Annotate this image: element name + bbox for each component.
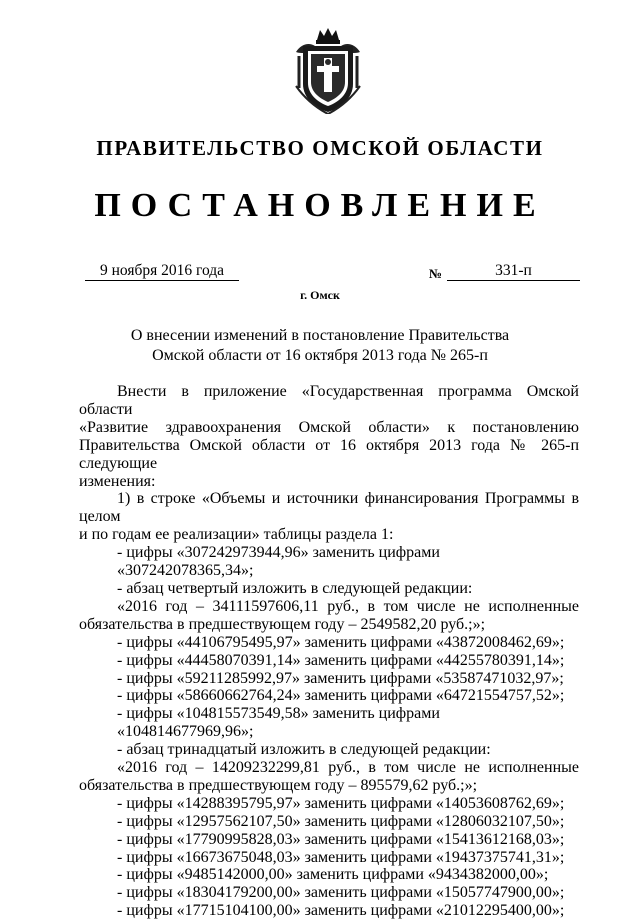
document-subject: [0, 326, 640, 366]
quoted-line: «2016 год – 14209232299,81 руб., в том числе не исполненные: [117, 759, 579, 777]
list-item: - абзац четвертый изложить в следующей редакции:: [117, 579, 473, 597]
body-line: Внести в приложение «Государственная программа Омской области: [79, 383, 579, 418]
list-item: - цифры «59211285992,97» заменить цифрами «53587471032,97»;: [117, 669, 564, 687]
subject-line: О внесении изменений в постановление Правительства: [130, 327, 510, 344]
list-item: - цифры «58660662764,24» заменить цифрами «64721554757,52»;: [117, 687, 565, 705]
list-item: - цифры «9485142000,00» заменить цифрами «9434382000,00»;: [117, 866, 549, 884]
list-item: - цифры «17715104100,00» заменить цифрами «21012295400,00»;: [117, 902, 565, 920]
list-item: - цифры «104815573549,58» заменить цифрами «104814677969,96»;: [117, 705, 440, 741]
list-item: - цифры «14288395795,97» заменить цифрами «14053608762,69»;: [117, 794, 565, 812]
body-line: Правительства Омской области от 16 октября 2013 года № 265-п следующие: [79, 436, 579, 472]
document-body: [79, 383, 579, 920]
body-line: «Развитие здравоохранения Омской области» к постановлению: [79, 418, 579, 436]
list-item: - цифры «18304179200,00» заменить цифрами «15057747900,00»;: [117, 884, 565, 902]
body-line: 1) в строке «Объемы и источники финансирования Программы в целом: [79, 490, 579, 526]
city-name: г. Омск: [300, 288, 340, 302]
quoted-line: «2016 год – 34111597606,11 руб., в том числе не исполненные: [117, 597, 579, 615]
list-item: - абзац тринадцатый изложить в следующей редакции:: [117, 741, 491, 759]
list-item: - цифры «44458070391,14» заменить цифрами «44255780391,14»;: [117, 651, 565, 669]
quoted-line: обязательства в предшествующем году – 895579,62 руб.;»;: [79, 776, 478, 794]
list-item: - цифры «44106795495,97» заменить цифрами «43872008462,69»;: [117, 633, 565, 651]
omsk-coat-of-arms-icon: [293, 26, 363, 114]
list-item: - цифры «307242973944,96» заменить цифрами «307242078365,34»;: [117, 544, 440, 580]
document-number: 331-п: [447, 262, 580, 281]
government-name: ПРАВИТЕЛЬСТВО ОМСКОЙ ОБЛАСТИ: [96, 136, 544, 160]
body-line: и по годам ее реализации» таблицы раздела 1:: [79, 526, 394, 544]
document-date: 9 ноября 2016 года: [85, 262, 239, 281]
list-item: - цифры «12957562107,50» заменить цифрами «12806032107,50»;: [117, 812, 565, 830]
list-item: - цифры «17790995828,03» заменить цифрами «15413612168,03»;: [117, 830, 565, 848]
quoted-line: обязательства в предшествующем году – 2549582,20 руб.;»;: [79, 615, 486, 633]
subject-line: Омской области от 16 октября 2013 года № 265-п: [152, 347, 488, 364]
number-label: №: [429, 266, 443, 281]
body-line: изменения:: [79, 472, 156, 490]
list-item: - цифры «16673675048,03» заменить цифрами «19437375741,31»;: [117, 848, 565, 866]
document-type-title: ПОСТАНОВЛЕНИЕ: [94, 187, 546, 224]
